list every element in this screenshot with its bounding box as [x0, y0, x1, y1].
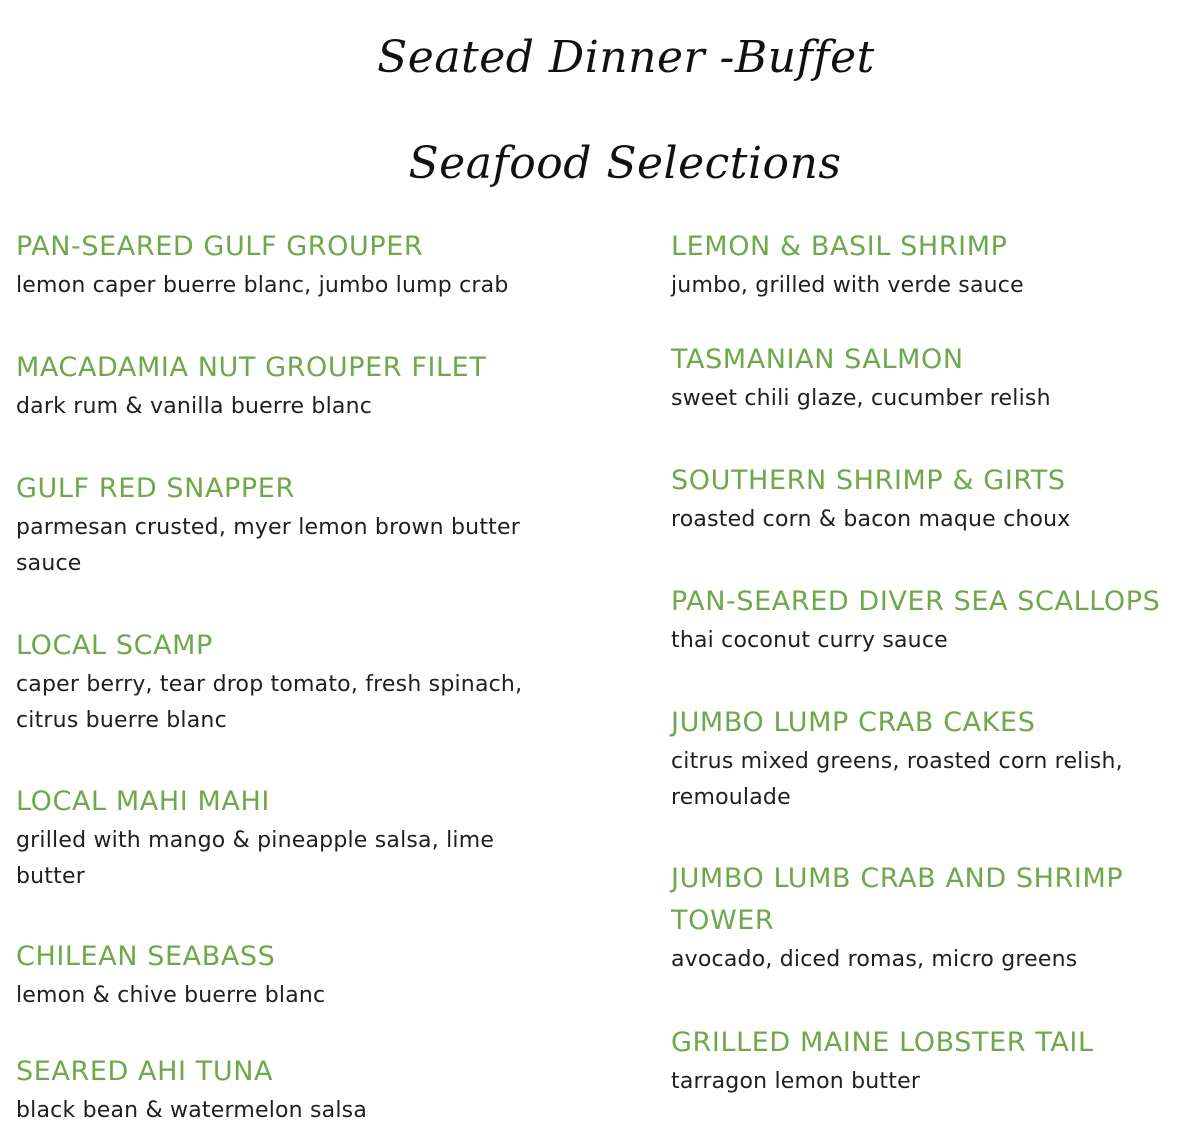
- menu-item-description: tarragon lemon butter: [671, 1069, 921, 1094]
- menu-item: [16, 781, 526, 895]
- menu-item-name: GRILLED MAINE LOBSTER TAIL: [671, 1027, 1094, 1058]
- menu-item-description: lemon caper buerre blanc, jumbo lump crab: [16, 273, 509, 298]
- menu-item: [671, 702, 1161, 816]
- menu-item-description: dark rum & vanilla buerre blanc: [16, 394, 373, 419]
- menu-subtitle: Seafood Selections: [408, 138, 842, 189]
- menu-item-description: parmesan crusted, myer lemon brown butter sauce: [16, 515, 520, 576]
- menu-item: [16, 468, 556, 582]
- menu-item-name: JUMBO LUMB CRAB AND SHRIMP TOWER: [671, 863, 1124, 936]
- menu-item: [16, 1051, 606, 1129]
- menu-item-name: PAN-SEARED GULF GROUPER: [16, 231, 424, 262]
- menu-item-name: PAN-SEARED DIVER SEA SCALLOPS: [671, 586, 1161, 617]
- menu-item-name: GULF RED SNAPPER: [16, 473, 295, 504]
- menu-item-description: black bean & watermelon salsa: [16, 1098, 368, 1123]
- menu-item: [671, 226, 1196, 304]
- menu-item-name: JUMBO LUMP CRAB CAKES: [671, 707, 1036, 738]
- menu-item-name: SOUTHERN SHRIMP & GIRTS: [671, 465, 1066, 496]
- menu-item-description: caper berry, tear drop tomato, fresh spinach, citrus buerre blanc: [16, 672, 523, 733]
- menu-item: [671, 581, 1196, 659]
- menu-item-description: grilled with mango & pineapple salsa, lime butter: [16, 828, 495, 889]
- menu-item: [16, 226, 606, 304]
- menu-item: [16, 936, 606, 1014]
- menu-item-name: LEMON & BASIL SHRIMP: [671, 231, 1008, 262]
- menu-item-name: LOCAL MAHI MAHI: [16, 786, 270, 817]
- menu-item: [671, 339, 1196, 417]
- menu-item-description: lemon & chive buerre blanc: [16, 983, 326, 1008]
- menu-item: [671, 1022, 1196, 1100]
- menu-item: [16, 625, 556, 739]
- menu-item-name: TASMANIAN SALMON: [671, 344, 964, 375]
- menu-item-description: thai coconut curry sauce: [671, 628, 948, 653]
- menu-item: [671, 460, 1196, 538]
- menu-item-name: MACADAMIA NUT GROUPER FILET: [16, 352, 487, 383]
- menu-item-description: sweet chili glaze, cucumber relish: [671, 386, 1051, 411]
- menu-item-description: jumbo, grilled with verde sauce: [671, 273, 1024, 298]
- menu-item-name: LOCAL SCAMP: [16, 630, 213, 661]
- menu-item: [671, 858, 1191, 978]
- menu-item-name: SEARED AHI TUNA: [16, 1056, 274, 1087]
- menu-title: Seated Dinner -Buffet: [377, 32, 875, 83]
- menu-item: [16, 347, 606, 425]
- menu-item-description: roasted corn & bacon maque choux: [671, 507, 1071, 532]
- menu-item-name: CHILEAN SEABASS: [16, 941, 276, 972]
- menu-item-description: avocado, diced romas, micro greens: [671, 947, 1078, 972]
- menu-item-description: citrus mixed greens, roasted corn relish, remoulade: [671, 749, 1123, 810]
